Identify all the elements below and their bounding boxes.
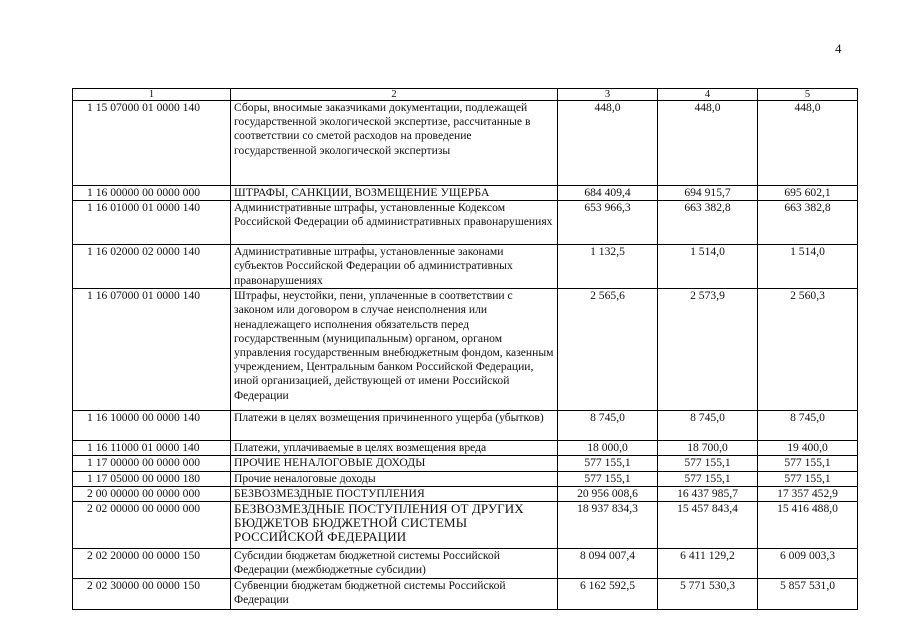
value-cell-year3: 17 357 452,9 [758, 486, 858, 501]
budget-code-cell: 1 17 05000 00 0000 180 [73, 471, 231, 486]
revenue-name-cell: Платежи, уплачиваемые в целях возмещения вреда [231, 441, 558, 456]
value-cell-year2: 694 915,7 [658, 186, 758, 201]
revenue-name-cell: ШТРАФЫ, САНКЦИИ, ВОЗМЕЩЕНИЕ УЩЕРБА [231, 186, 558, 201]
table-row [73, 186, 858, 201]
table-row [73, 245, 858, 289]
budget-code-cell: 2 02 00000 00 0000 000 [73, 502, 231, 549]
value-cell-year3: 8 745,0 [758, 411, 858, 441]
value-cell-year2: 577 155,1 [658, 471, 758, 486]
value-cell-year3: 19 400,0 [758, 441, 858, 456]
revenue-name-cell: Прочие неналоговые доходы [231, 471, 558, 486]
value-cell-year3: 5 857 531,0 [758, 579, 858, 610]
value-cell-year2: 16 437 985,7 [658, 486, 758, 501]
value-cell-year3: 663 382,8 [758, 201, 858, 245]
value-cell-year2: 1 514,0 [658, 245, 758, 289]
budget-code-cell: 1 16 00000 00 0000 000 [73, 186, 231, 201]
value-cell-year2: 2 573,9 [658, 289, 758, 411]
value-cell-year1: 20 956 008,6 [558, 486, 658, 501]
value-cell-year1: 18 937 834,3 [558, 502, 658, 549]
value-cell-year1: 8 745,0 [558, 411, 658, 441]
budget-code-cell: 2 00 00000 00 0000 000 [73, 486, 231, 501]
value-cell-year3: 15 416 488,0 [758, 502, 858, 549]
value-cell-year1: 684 409,4 [558, 186, 658, 201]
value-cell-year2: 8 745,0 [658, 411, 758, 441]
value-cell-year3: 695 602,1 [758, 186, 858, 201]
value-cell-year2: 18 700,0 [658, 441, 758, 456]
value-cell-year1: 653 966,3 [558, 201, 658, 245]
budget-code-cell: 1 16 02000 02 0000 140 [73, 245, 231, 289]
value-cell-year1: 577 155,1 [558, 471, 658, 486]
column-number-4: 4 [658, 89, 758, 101]
revenue-name-cell: ПРОЧИЕ НЕНАЛОГОВЫЕ ДОХОДЫ [231, 456, 558, 471]
budget-code-cell: 1 16 10000 00 0000 140 [73, 411, 231, 441]
budget-code-cell: 1 16 11000 01 0000 140 [73, 441, 231, 456]
value-cell-year1: 577 155,1 [558, 456, 658, 471]
budget-code-cell: 2 02 30000 00 0000 150 [73, 579, 231, 610]
value-cell-year2: 15 457 843,4 [658, 502, 758, 549]
budget-code-cell: 2 02 20000 00 0000 150 [73, 549, 231, 579]
table-row [73, 411, 858, 441]
revenue-name-cell: БЕЗВОЗМЕЗДНЫЕ ПОСТУПЛЕНИЯ ОТ ДРУГИХ БЮДЖЕТОВ БЮДЖЕТНОЙ СИСТЕМЫ РОССИЙСКОЙ ФЕДЕРАЦИИ [231, 502, 558, 549]
value-cell-year2: 5 771 530,3 [658, 579, 758, 610]
value-cell-year2: 6 411 129,2 [658, 549, 758, 579]
budget-code-cell: 1 16 07000 01 0000 140 [73, 289, 231, 411]
table-row [73, 201, 858, 245]
value-cell-year2: 663 382,8 [658, 201, 758, 245]
value-cell-year2: 448,0 [658, 101, 758, 186]
value-cell-year1: 6 162 592,5 [558, 579, 658, 610]
value-cell-year1: 2 565,6 [558, 289, 658, 411]
value-cell-year1: 18 000,0 [558, 441, 658, 456]
revenue-name-cell: Субвенции бюджетам бюджетной системы Российской Федерации [231, 579, 558, 610]
table-header-row [73, 89, 858, 101]
revenue-name-cell: Сборы, вносимые заказчиками документации, подлежащей государственной экологической экспертизе, рассчитанные в соответствии со сметой расходов на проведение государственной экологической экспертизы [231, 101, 558, 186]
value-cell-year1: 8 094 007,4 [558, 549, 658, 579]
page-number: 4 [835, 41, 842, 56]
revenue-name-cell: Штрафы, неустойки, пени, уплаченные в соответствии с законом или договором в случае неисполнения или ненадлежащего исполнения обязательств перед государственным (муниципальным) органом, органом управления государственным внебюджетным фондом, казенным учреждением, Центральным банком Российской Федерации, иной организацией, действующей от имени Российской Федерации [231, 289, 558, 411]
table-row [73, 486, 858, 501]
revenue-name-cell: Платежи в целях возмещения причиненного ущерба (убытков) [231, 411, 558, 441]
revenue-name-cell: Субсидии бюджетам бюджетной системы Российской Федерации (межбюджетные субсидии) [231, 549, 558, 579]
table-row [73, 579, 858, 610]
table-row [73, 101, 858, 186]
revenue-name-cell: БЕЗВОЗМЕЗДНЫЕ ПОСТУПЛЕНИЯ [231, 486, 558, 501]
value-cell-year3: 2 560,3 [758, 289, 858, 411]
column-number-2: 2 [231, 89, 558, 101]
value-cell-year1: 448,0 [558, 101, 658, 186]
budget-code-cell: 1 16 01000 01 0000 140 [73, 201, 231, 245]
table-row [73, 441, 858, 456]
table-row [73, 502, 858, 549]
table-row [73, 471, 858, 486]
value-cell-year1: 1 132,5 [558, 245, 658, 289]
column-number-3: 3 [558, 89, 658, 101]
value-cell-year3: 577 155,1 [758, 456, 858, 471]
value-cell-year2: 577 155,1 [658, 456, 758, 471]
column-number-1: 1 [73, 89, 231, 101]
table-row [73, 549, 858, 579]
budget-code-cell: 1 15 07000 01 0000 140 [73, 101, 231, 186]
table-row [73, 456, 858, 471]
column-number-5: 5 [758, 89, 858, 101]
revenue-name-cell: Административные штрафы, установленные Кодексом Российской Федерации об административных правонарушениях [231, 201, 558, 245]
budget-revenue-table [72, 88, 858, 610]
value-cell-year3: 6 009 003,3 [758, 549, 858, 579]
table-row [73, 289, 858, 411]
revenue-name-cell: Административные штрафы, установленные законами субъектов Российской Федерации об административных правонарушениях [231, 245, 558, 289]
budget-code-cell: 1 17 00000 00 0000 000 [73, 456, 231, 471]
value-cell-year3: 577 155,1 [758, 471, 858, 486]
value-cell-year3: 448,0 [758, 101, 858, 186]
value-cell-year3: 1 514,0 [758, 245, 858, 289]
